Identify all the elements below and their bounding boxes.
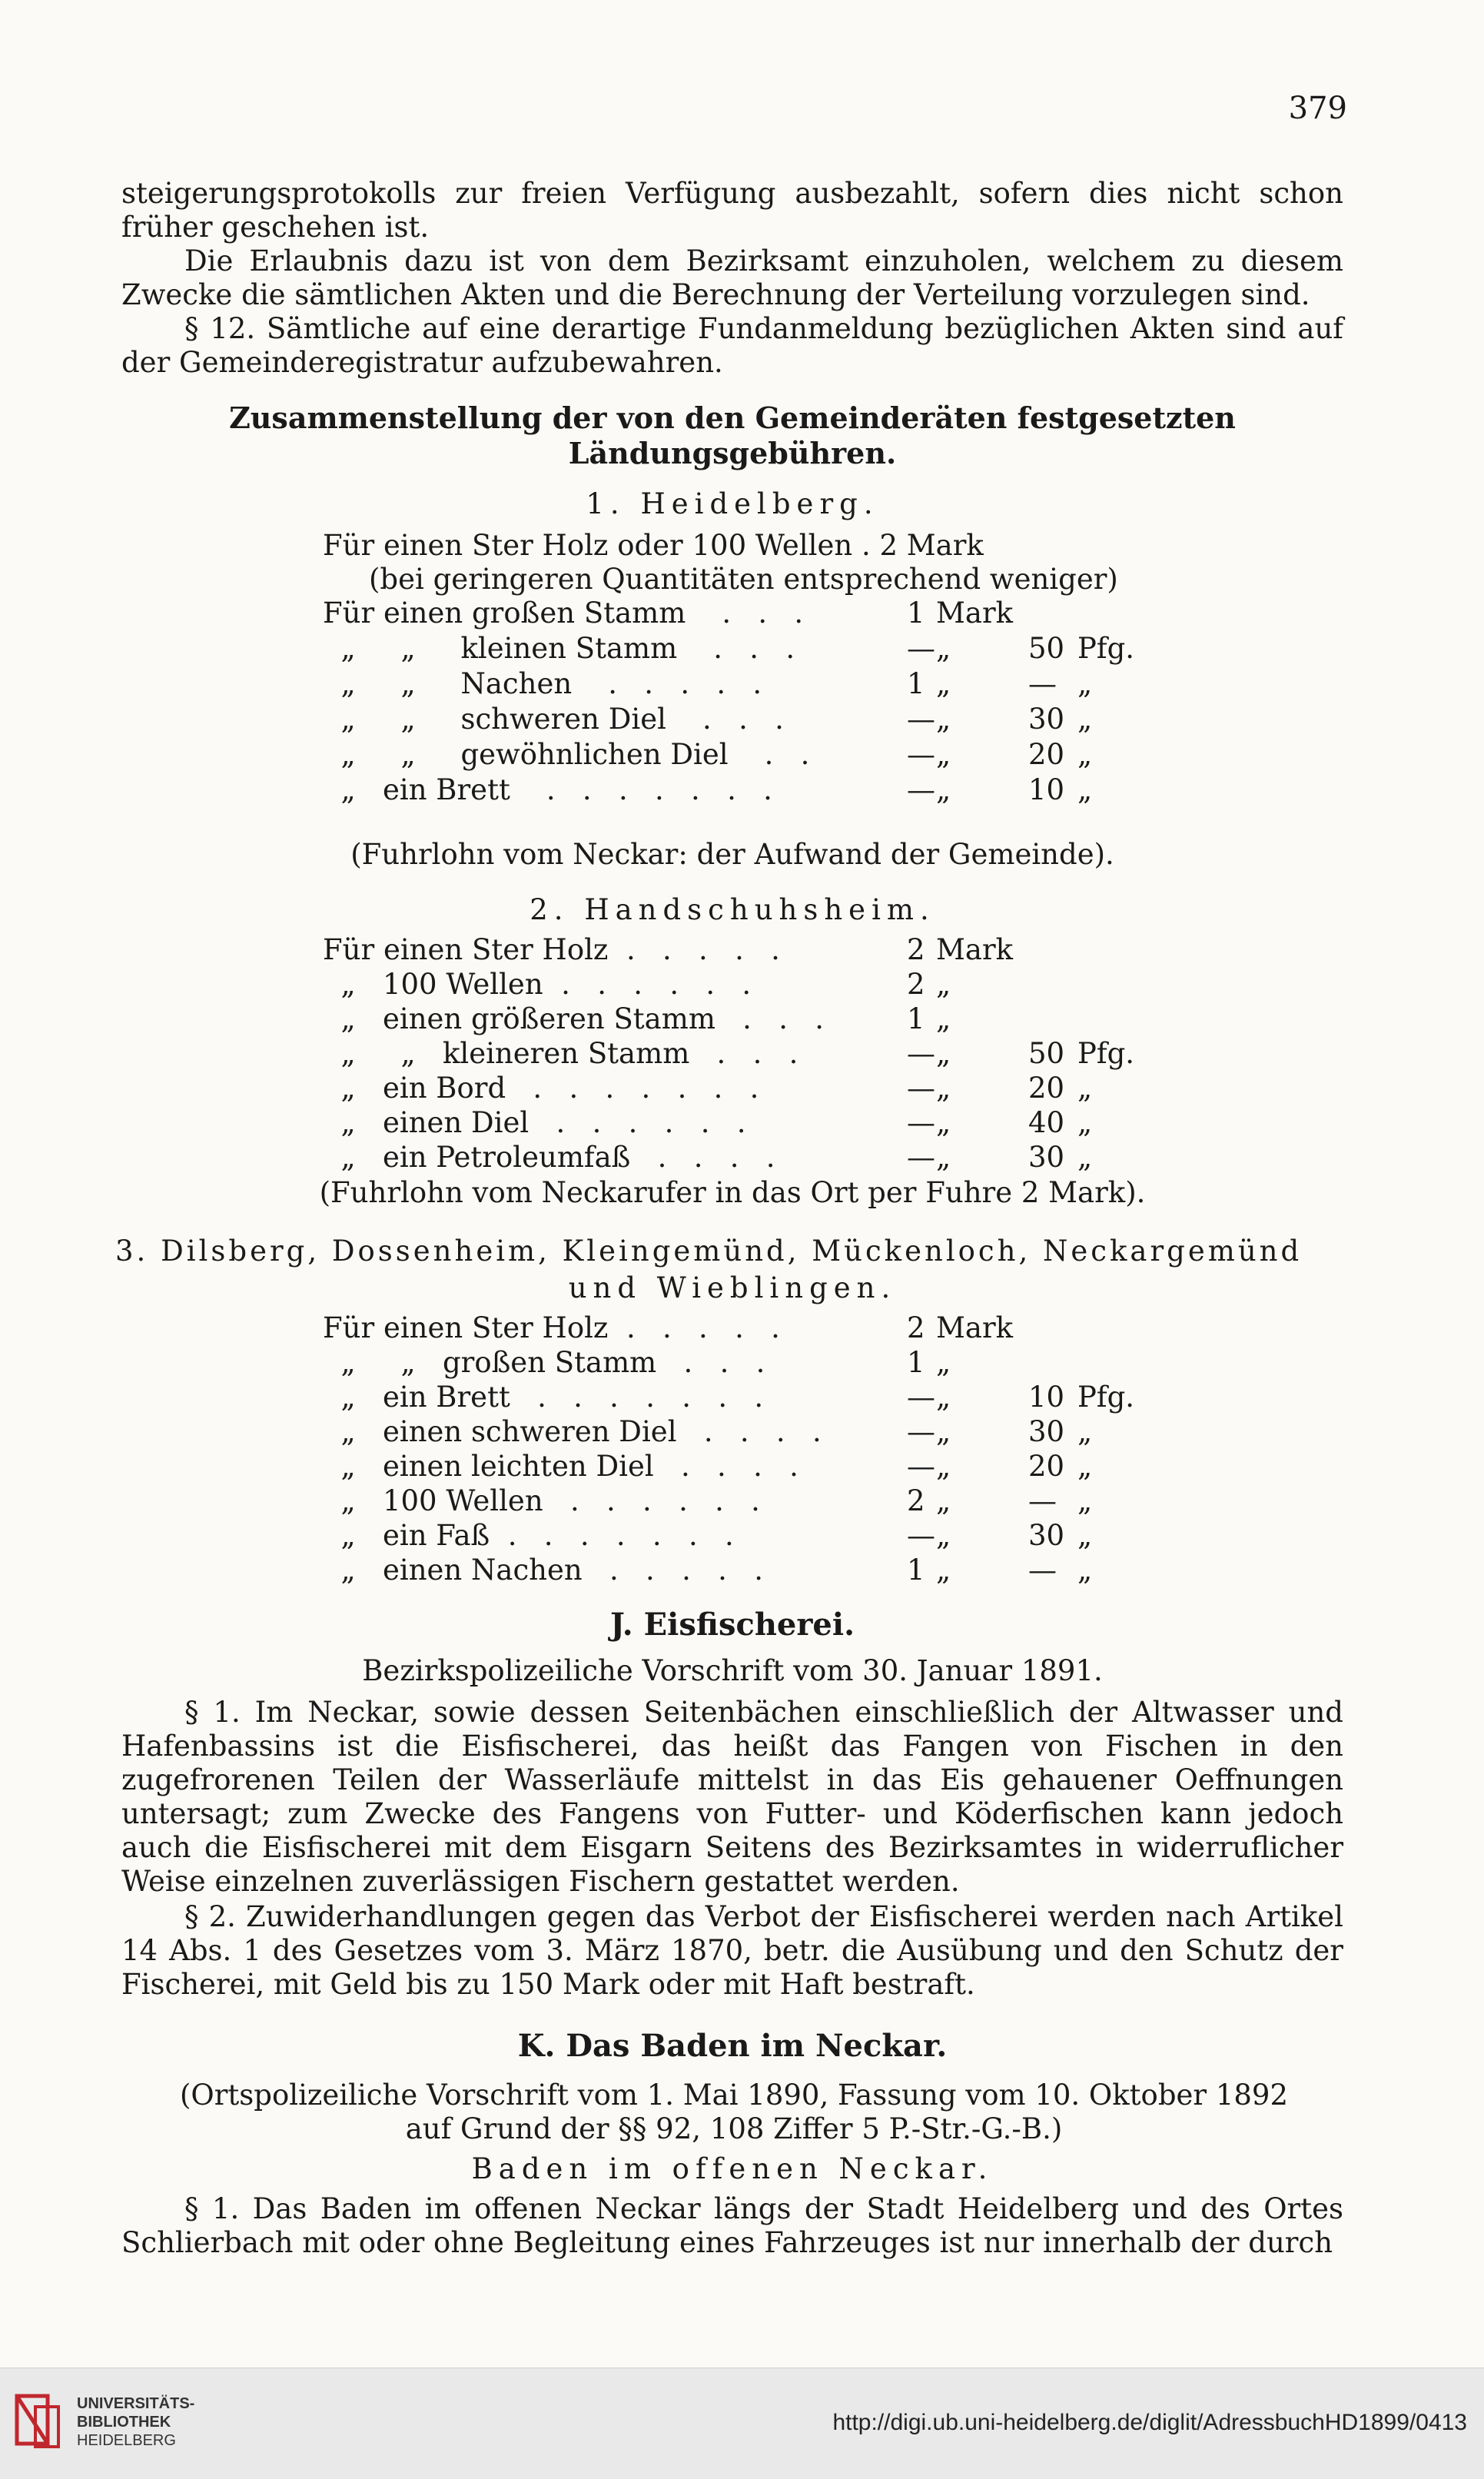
fee-pfennig: —: [1028, 1554, 1057, 1587]
fee-unit2: „: [1077, 1484, 1093, 1517]
heidelberg-title: 1. Heidelberg.: [586, 487, 879, 520]
page-number: 379: [1288, 91, 1347, 126]
fees-heading-line2: Ländungsgebühren.: [568, 436, 897, 470]
fee-unit2: „: [1077, 773, 1093, 806]
fee-item: „ „ kleineren Stamm . . .: [323, 1037, 798, 1070]
section-k-sub2: Baden im offenen Neckar.: [471, 2152, 994, 2185]
fee-unit2: Pfg.: [1077, 1037, 1135, 1070]
fee-unit: „: [936, 1519, 951, 1552]
fee-unit: „: [936, 703, 951, 736]
fee-pfennig: 30: [1028, 1415, 1065, 1448]
fee-row: [0, 596, 1484, 630]
fee-mark: 1: [907, 1554, 925, 1587]
fee-mark: —: [907, 703, 935, 736]
fee-pfennig: 30: [1028, 1519, 1065, 1552]
fee-row: [0, 1554, 1484, 1587]
fee-mark: —: [907, 1415, 935, 1448]
fee-item: „ 100 Wellen . . . . . .: [323, 968, 752, 1001]
section-j-heading: J. Eisfischerei.: [609, 1607, 855, 1643]
fee-mark: 1: [907, 1002, 925, 1035]
fee-pfennig: 10: [1028, 1381, 1065, 1414]
fee-unit: „: [936, 1554, 951, 1587]
heidelberg-note: (bei geringeren Quantitäten entsprechend weniger): [369, 563, 1118, 596]
section-k-subheading: (Ortspolizeiliche Vorschrift vom 1. Mai 1890, Fassung vom 10. Oktober 1892 auf Grund der §§ 92, 108 Ziffer 5 P.-Str.-G.-B.): [179, 2079, 1289, 2145]
fee-unit: „: [936, 738, 951, 771]
fee-mark: 1: [907, 1346, 925, 1379]
fee-unit2: „: [1077, 1450, 1093, 1483]
fee-unit2: „: [1077, 1554, 1093, 1587]
fee-mark: 2: [907, 1311, 925, 1344]
fee-item: Für einen großen Stamm . . .: [323, 596, 804, 630]
fee-unit: Mark: [936, 933, 1014, 966]
fee-mark: 1: [907, 596, 925, 630]
fee-item: „ einen Diel . . . . . .: [323, 1106, 746, 1139]
fee-item: „ ein Brett . . . . . . .: [323, 773, 772, 806]
fee-row: [0, 632, 1484, 666]
fee-pfennig: 10: [1028, 773, 1065, 806]
fee-unit: „: [936, 1002, 951, 1035]
fee-unit: „: [936, 1381, 951, 1414]
section-j-paragraph-2: § 2. Zuwiderhandlungen gegen das Verbot der Eisfischerei werden nach Artikel 14 Abs. 1 des Gesetzes vom 3. März 1870, betr. die Ausübung und den Schutz der Fischerei, mit Geld bis zu 150 Mark oder mit Haft bestraft.: [121, 1900, 1343, 2001]
fee-item: „ einen Nachen . . . . .: [323, 1554, 763, 1587]
fee-mark: —: [907, 1381, 935, 1414]
fee-row: [0, 1381, 1484, 1414]
fee-unit: „: [936, 667, 951, 700]
fee-unit2: „: [1077, 1519, 1093, 1552]
intro-paragraph-1: steigerungsprotokolls zur freien Verfügung ausbezahlt, sofern dies nicht schon früher geschehen ist.: [121, 177, 1343, 244]
fee-pfennig: 40: [1028, 1106, 1065, 1139]
handschuhsheim-footnote: (Fuhrlohn vom Neckarufer in das Ort per Fuhre 2 Mark).: [319, 1176, 1146, 1209]
fee-unit2: „: [1077, 1141, 1093, 1174]
fee-unit2: „: [1077, 1072, 1093, 1105]
fee-mark: 2: [907, 933, 925, 966]
fee-pfennig: —: [1028, 1484, 1057, 1517]
fee-item: „ einen schweren Diel . . . .: [323, 1415, 822, 1448]
fee-unit: „: [936, 1450, 951, 1483]
fee-unit: „: [936, 773, 951, 806]
fee-row: [0, 1072, 1484, 1105]
fee-unit: Mark: [936, 596, 1014, 630]
fee-item: Für einen Ster Holz . . . . .: [323, 933, 780, 966]
section-k-heading: K. Das Baden im Neckar.: [517, 2028, 948, 2064]
fee-pfennig: —: [1028, 667, 1057, 700]
fee-item: „ ein Petroleumfaß . . . .: [323, 1141, 775, 1174]
fees-heading-line1: Zusammenstellung der von den Gemeinderäten festgesetzten: [229, 400, 1236, 435]
fee-row: [0, 1106, 1484, 1140]
logo-line-3: HEIDELBERG: [77, 2432, 176, 2449]
fee-row: [0, 703, 1484, 736]
intro-paragraph-2: Die Erlaubnis dazu ist von dem Bezirksamt einzuholen, welchem zu diesem Zwecke die sämtlichen Akten und die Berechnung der Verteilung vorzulegen sind.: [121, 244, 1343, 311]
fee-row: [0, 1450, 1484, 1484]
fee-unit2: „: [1077, 1415, 1093, 1448]
fee-item: „ ein Brett . . . . . . .: [323, 1381, 764, 1414]
fee-row: [0, 667, 1484, 701]
fee-unit: „: [936, 632, 951, 665]
fee-pfennig: 20: [1028, 1450, 1065, 1483]
fee-row: [0, 933, 1484, 967]
fee-pfennig: 50: [1028, 632, 1065, 665]
fee-pfennig: 20: [1028, 738, 1065, 771]
fee-mark: —: [907, 1450, 935, 1483]
fee-mark: —: [907, 632, 935, 665]
fee-unit2: „: [1077, 667, 1093, 700]
fee-pfennig: 50: [1028, 1037, 1065, 1070]
fee-mark: —: [907, 1141, 935, 1174]
fee-unit: Mark: [936, 1311, 1014, 1344]
fee-row: [0, 1311, 1484, 1345]
fee-item: „ „ großen Stamm . . .: [323, 1346, 765, 1379]
fee-item: „ „ gewöhnlichen Diel . .: [323, 738, 810, 771]
fee-row: [0, 1037, 1484, 1071]
source-url-link[interactable]: http://digi.ub.uni-heidelberg.de/diglit/AdressbuchHD1899/0413: [832, 2410, 1467, 2435]
fee-unit: „: [936, 1346, 951, 1379]
dilsberg-title-line2: und Wieblingen.: [568, 1271, 897, 1304]
fee-item: „ „ Nachen . . . . .: [323, 667, 762, 700]
fee-item: „ „ schweren Diel . . .: [323, 703, 784, 736]
fee-row: [0, 738, 1484, 772]
fee-row: [0, 1484, 1484, 1518]
handschuhsheim-title: 2. Handschuhsheim.: [530, 893, 935, 926]
fee-item: „ ein Faß . . . . . . .: [323, 1519, 734, 1552]
fee-mark: —: [907, 738, 935, 771]
footer-bar: [0, 2368, 1484, 2479]
fee-unit2: Pfg.: [1077, 632, 1135, 665]
fee-unit2: Pfg.: [1077, 1381, 1135, 1414]
fee-item: „ einen größeren Stamm . . .: [323, 1002, 825, 1035]
fee-unit: „: [936, 1484, 951, 1517]
fee-mark: —: [907, 1106, 935, 1139]
fee-row: [0, 1141, 1484, 1175]
fee-row: [0, 968, 1484, 1002]
fee-mark: 2: [907, 968, 925, 1001]
logo-line-1: UNIVERSITÄTS-: [77, 2395, 195, 2412]
fee-mark: —: [907, 773, 935, 806]
section-k-paragraph-1: § 1. Das Baden im offenen Neckar längs der Stadt Heidelberg und des Ortes Schlierbach mit oder ohne Begleitung eines Fahrzeuges ist nur innerhalb der durch: [121, 2192, 1343, 2259]
fee-unit: „: [936, 1141, 951, 1174]
university-logo-icon: [12, 2391, 66, 2453]
fee-row: [0, 1346, 1484, 1380]
section-j-subheading: Bezirkspolizeiliche Vorschrift vom 30. Januar 1891.: [362, 1654, 1103, 1687]
section-j-paragraph-1: § 1. Im Neckar, sowie dessen Seitenbächen einschließlich der Altwasser und Hafenbassins ist die Eisfischerei, das heißt das Fangen von Fischen in den zugefrorenen Teilen der Wasserläufe mittelst in das Eis gehauener Oeffnungen untersagt; zum Zwecke des Fangens von Futter- und Köderfischen kann jedoch auch die Eisfischerei mit dem Eisgarn Seitens des Bezirksamtes in widerruflicher Weise einzelnen zuverlässigen Fischern gestattet werden.: [121, 1696, 1343, 1898]
fee-pfennig: 30: [1028, 703, 1065, 736]
fee-row: [0, 1519, 1484, 1553]
fee-mark: —: [907, 1037, 935, 1070]
dilsberg-title-line1: 3. Dilsberg, Dossenheim, Kleingemünd, Mückenloch, Neckargemünd: [115, 1235, 1303, 1268]
fee-unit: „: [936, 1037, 951, 1070]
fee-mark: —: [907, 1519, 935, 1552]
fee-row: [0, 1002, 1484, 1036]
logo-line-2: BIBLIOTHEK: [77, 2414, 171, 2431]
fee-row: [0, 773, 1484, 807]
fee-pfennig: 20: [1028, 1072, 1065, 1105]
fee-mark: 1: [907, 667, 925, 700]
heidelberg-first-row: Für einen Ster Holz oder 100 Wellen . 2 Mark: [323, 529, 984, 562]
fee-pfennig: 30: [1028, 1141, 1065, 1174]
fee-item: Für einen Ster Holz . . . . .: [323, 1311, 780, 1344]
fee-unit: „: [936, 1415, 951, 1448]
fee-mark: 2: [907, 1484, 925, 1517]
heidelberg-footnote: (Fuhrlohn vom Neckar: der Aufwand der Gemeinde).: [350, 838, 1114, 871]
fee-unit2: „: [1077, 738, 1093, 771]
intro-paragraph-3: § 12. Sämtliche auf eine derartige Fundanmeldung bezüglichen Akten sind auf der Gemeinderegistratur aufzubewahren.: [121, 312, 1343, 379]
fee-row: [0, 1415, 1484, 1449]
fee-item: „ 100 Wellen . . . . . .: [323, 1484, 760, 1517]
university-logo-text: [77, 2394, 194, 2450]
fee-item: „ ein Bord . . . . . . .: [323, 1072, 759, 1105]
fee-mark: —: [907, 1072, 935, 1105]
fee-unit: „: [936, 1106, 951, 1139]
fee-item: „ einen leichten Diel . . . .: [323, 1450, 798, 1483]
fee-unit2: „: [1077, 1106, 1093, 1139]
fee-item: „ „ kleinen Stamm . . .: [323, 632, 795, 665]
fee-unit2: „: [1077, 703, 1093, 736]
fee-unit: „: [936, 968, 951, 1001]
fee-unit: „: [936, 1072, 951, 1105]
